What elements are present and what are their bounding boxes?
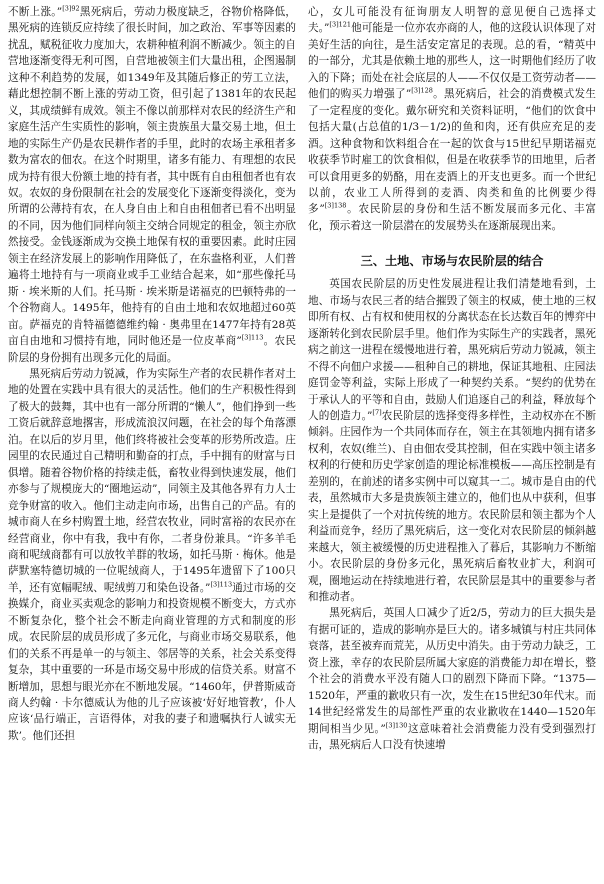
paragraph	[8, 366, 296, 744]
paragraph	[308, 605, 596, 753]
text-run: 这意味着社会消费能力没有受到强烈打击，黑死病后人口没有快速增	[308, 722, 596, 752]
section-heading: 三、土地、市场与农民阶层的结合	[360, 254, 544, 269]
citation-ref: [3]113	[210, 580, 233, 589]
text-run: 黑死病后，劳动力极度缺乏，谷物价格降低，黑死病的连锁反应持续了很长时间，加之政治、军事等因素的扰乱，赋税征收力度加大，农耕种植利润不断减少。领主的自营地逐渐变得无利可图，自营地被领主们大量出租，企图遏制这种不利趋势的发展，如1349年及其随后修正的劳工立法，藉此想控制不断上涨的劳动工资，但引起了1381年的农民起义，其成绩鲜有成效。领主不像以前那样对农民的经济生产和家庭生活产生实质性的影响，领主贵族虽大量交易土地，但土地的实际生产仍是农民耕作者的手里，此时的农场主承租者多数为富农的佃农。在这个时期里，诸多有能力、有理想的农民成为持有很大份额土地的持有者，其中既有自由租佃者也有农奴。农奴的身份限制在社会的发展变化下逐渐变得淡化，变为所谓的公薄持有农，在人身自由上和自由租佃者已看不出明显的不同，因为他们同样向领主交纳合同规定的租金，领主亦欣然接受。金钱逐渐成为交换土地保有权的重要因素。此时庄园领主在经济发展上的影响作用降低了，在东盎格利亚，人们普遍将土地持有与一项商业或手工业结合起来，如“那些像托马斯 · 埃米斯的人们。托马斯 · 埃米斯是诺福克的巴顿特弗的一个谷物商人。1495年，他持有的自由土地和农奴地超过60英亩。萨福克的肯特福德德维约翰 · 奥弗里在1477年持有28英亩自由地和习惯持有地，同时他还是一位皮革商”	[8, 6, 296, 348]
text-run: 。黑死病后，社会的消费模式发生了一定程度的变化。戴尔研究和关资料证明，“他们的饮食中包括大量(占总值的1/3－1/2)的鱼和肉，还有供应充足的麦酒。这种食物和饮料组合在一起的饮食与15世纪早期诺福克收获季节时雇工的饮食相似，但是在收获季节的田地里，后者可以食用更多的奶酪，用在麦酒上的开支也更多。而一个世纪以前，农业工人所得到的麦酒、肉类和鱼的比例要少得多”	[308, 88, 596, 216]
text-run: 心，女儿可能没有征询朋友人明智的意见便自己选择丈夫。”	[308, 6, 596, 35]
text-run: 。农民阶层的身份拥有出现多元化的局面。	[8, 335, 296, 364]
citation-ref: [3]121	[329, 20, 352, 29]
left-column	[8, 4, 296, 882]
text-run: 黑死病后劳动力锐减，作为实际生产者的农民耕作者对土地的处置在实践中具有很大的灵活性。他们的生产积极性得到了极大的鼓舞，其中也有一部分所谓的“懒人”，他们挣到一些工资后就辞意地撂害，形成流浪汉问题，在社会的每个角落漂泊。在以后的岁月里，他们终将被社会变革的形势所改造。庄园里的农民通过自己精明和勤奋的打点，手中拥有的财富与日俱增。随着谷物价格的持续走低，畜牧业得到快速发展，他们亦参与了规模庞大的“圈地运动”，同领主及其他各界有力人士竞争财富的收入。他们主动走向市场，出售自己的产品。有的城市商人在乡村购置土地，经营农牧业，同时富裕的农民亦在经营商业，你中有我，我中有你，二者身份兼具。“许多羊毛商和呢绒商都有可以放牧羊群的牧场，如托马斯 · 梅休。他是萨默塞特德切城的一位呢绒商人，于1495年遗留下了100只羊，还有宽幅呢绒、呢绒剪刀和染色设备。”	[8, 367, 296, 594]
text-run: 农民阶层的选择变得多样性，主动权亦在不断倾斜。庄园作为一个共同体而存在，领主在其领地内拥有诸多权利，农奴(维兰)、自由佃农受其控制，但在实践中领主诸多权利的行使和历史学家创造的理论标准模板——高压控制是有差别的，在前述的诸多实例中可以窥其一二。城市是自由的代表，虽然城市大多是贵族领主建立的，他们也从中获利，但事实上是提供了一个对抗传统的地方。农民阶层和领主都为个人利益而竞争，经历了黑死病后，这一变化对农民阶层的倾斜越来越大，领主被缓慢的历史进程推入了暮后，其影响力不断缩小。农民阶层的身份多元化，黑死病后畜牧业扩大，利润可观，圈地运动在持续地进行着，农民阶层是其中的重要参与者和推动者。	[308, 409, 596, 603]
paragraph	[308, 4, 596, 234]
citation-ref: [3]128	[411, 86, 433, 95]
right-column	[308, 4, 596, 882]
text-run: 不断上涨。”	[8, 6, 63, 18]
text-run: 他可能是一位亦农亦商的人，他的这段认识体现了对美好生活的向往，是生活安定富足的表现。总的看，“精英中的一部分，尤其是依赖土地的那些人，这一时期他们经历了收入的下降；而处在社会底层的人——不仅仅是工资劳动者——他们的购买力增强了”	[308, 22, 596, 101]
citation-ref: [7]	[372, 408, 382, 417]
text-run: 通过市场的交换媒介，商业买卖观念的影响力和投资规模不断变大，方式亦不断复杂化，整个社会不断走向商业管理的方式和制度的形成。农民阶层的成员形成了多元化，与商业市场交易联系，他们的关系不再是单一的与领主、邻居等的关系，社会关系变得复杂，其中重要的一环是市场交易中形成的信贷关系。财富不断增加，思想与眼光亦在不断地发展。“1460年，伊普斯威奇商人约翰 · 卡尔德威认为他的儿子应该被‘好好地管教’，仆人应该‘品行端正，言语得体，对我的妻子和遗嘱执行人诚实无欺’。他们还担	[8, 581, 296, 742]
citation-ref: [3]113	[241, 333, 264, 342]
citation-ref: [3]138	[324, 201, 347, 210]
text-run: 。农民阶层的身份和生活不断发展而多元化、丰富化，预示着这一阶层潜在的发展势头在逐渐展现出来。	[308, 203, 596, 232]
paragraph	[8, 4, 296, 366]
paragraph	[308, 276, 596, 605]
text-run: 黑死病后，英国人口减少了近2/5，劳动力的巨大损失是有据可证的，造成的影响亦是巨大的。诸多城镇与村庄共同体衰落，甚至被弃而荒芜，从历史中消失。由于劳动力缺乏，工资上涨，幸存的农民阶层所属大家庭的消费能力却在增长，整个社会的消费水平没有随人口的剧烈下降而下降。“1375—1520年，严重的歉收只有一次，发生在15世纪30年代末。而14世纪经常发生的局部性严重的农业歉收在1440—1520年期间相当少见。”	[308, 607, 596, 735]
citation-ref: [3]130	[385, 721, 408, 730]
text-run: 英国农民阶层的历史性发展进程让我们清楚地看到，土地、市场与农民三者的结合摧毁了领主的权威，使土地的三权即所有权、占有权和使用权的分离状态在长达数百年的博弈中逐渐转化到农民阶层手里。他们作为实际生产的实践者，黑死病之前这一进程在缓慢地进行着，黑死病后劳动力锐减，领主不得不向佃户求援——租种自己的耕地，保证其地租、庄园法庭罚金等利益，实际上形成了一种契约关系。“契约的优势在于承认人的平等和自由，鼓励人们追逐自己的利益，释放每个人的创造力。”	[308, 278, 596, 422]
citation-ref: [3]92	[62, 4, 80, 13]
